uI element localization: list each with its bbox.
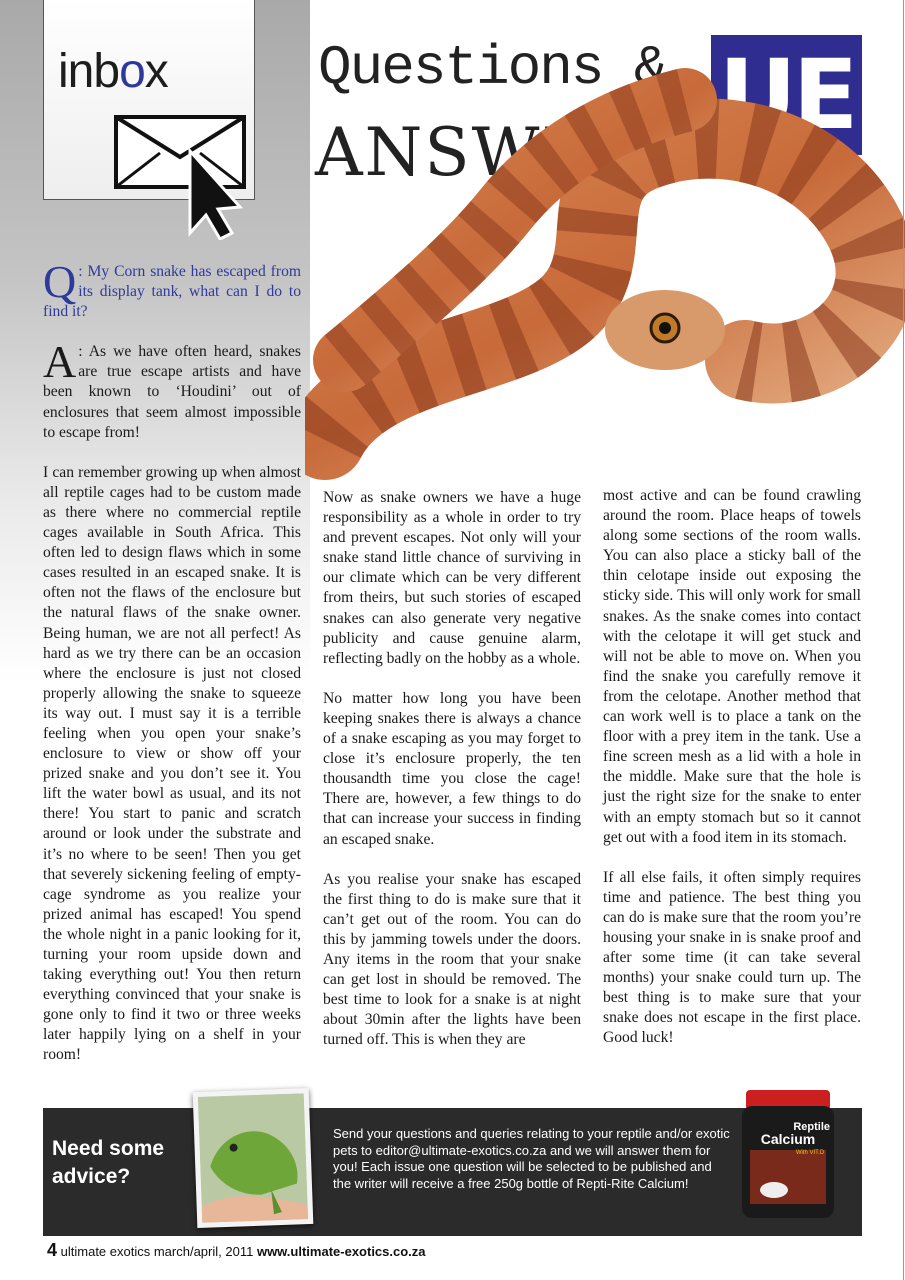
paragraph: I can remember growing up when almost all reptile cages had to be custom made as there where no commercial reptile cages available in South Africa. This often led to design flaws which in some cases resulted in an escaped snake. It is often not the flaws of the enclosure but the natural flaws of the snake owner. Being human, we are not all perfect! As hard as we try there can be an occasion where the enclosure is just not closed properly allowing the snake to squeeze its way out. I must say it is a terrible feeling when you open your snake’s enclosure to view or show off your prized snake and you don’t see it. You lift the water bowl as usual, and its not there! You start to panic and scratch around or look under the substrate and it’s no where to be seen! Then you get that severely sickening feeling of empty-cage syndrome as you realize your prized animal has escaped! You spend the whole night in a panic looking for it, turning your room upside down and taking everything out! You then return everything convinced that your snake is gone only to find it two or three weeks later happily lying on a shelf in your room! (43, 463, 301, 1064)
envelope-cursor-icon (114, 115, 246, 240)
paragraph: As you realise your snake has escaped the first thing to do is make sure that it can’t get out of the room. You can do this by jamming towels under the doors. Any items in the room that your snake can get lost in should be removed. The best time to look for a snake is at night about 30min after the lights have been turned off. This is when they are (323, 870, 581, 1049)
article-column-1 (43, 256, 301, 1086)
paragraph: Now as snake owners we have a huge responsibility as a whole in order to try and prevent escapes. Not only will your snake stand little chance of surviving in our climate which can be very different from theirs, but such stories of escaped snakes can also generate very negative publicity and cause genuine alarm, reflecting badly on the hobby as a whole. (323, 489, 581, 667)
site-url[interactable]: www.ultimate-exotics.co.za (256, 1244, 426, 1259)
paragraph: If all else fails, it often simply requires time and patience. The best thing you can do is make sure that the room you’re housing your snake in is snake proof and after some time (it can take several months) your snake could turn up. The best thing is to make sure that your snake does not escape in the first place. Good luck! (603, 868, 861, 1047)
paragraph: most active and can be found crawling around the room. Place heaps of towels along some sections of the room walls. You can also place a sticky ball of the thin celotape inside out exposing the sticky side. This will only work for small snakes. As the snake comes into contact with the celotape it will get stuck and will not be able to move on. When you find the snake you carefully remove it from the celotape. Another method that can work well is to place a tank on the floor with a prey item in the tank. Use a fine screen mesh as a lid with a hole in the middle. Make sure that the hole is just the right size for the snake to enter with an empty stomach but so it cannot get out with a food item in its stomach. (603, 487, 861, 846)
corn-snake-image (305, 60, 905, 490)
article-column-2 (323, 488, 581, 1070)
calcium-jar-image (740, 1090, 836, 1222)
page-edge-rule (903, 0, 904, 1280)
advice-bar (43, 1108, 862, 1236)
paragraph: No matter how long you have been keeping snakes there is always a chance of a snake escaping as you may forget to close it’s enclosure properly, the ten thousandth time you close the cage! There are, however, a few things to do that can increase your success in finding an escaped snake. (323, 689, 581, 848)
jar-label-1: Reptile (793, 1121, 830, 1133)
issue-info: ultimate exotics march/april, 2011 (60, 1244, 254, 1259)
jar-label-2: Calcium (760, 1131, 816, 1147)
jar-label-3: With VIT.D (795, 1150, 825, 1156)
ue-logo: UE (711, 35, 862, 155)
page-title-line1: Questions & (318, 36, 666, 100)
iguana-photo (193, 1088, 314, 1228)
section-label: inbox (58, 45, 168, 98)
advice-body: Send your questions and queries relating to your reptile and/or exotic pets to editor@ultimate-exotics.co.za and we will answer them for you! Each issue one question will be selected to be published and the writer will receive a free 250g bottle of Repti-Rite Calcium! (333, 1126, 730, 1191)
page-footer (47, 1240, 426, 1261)
advice-heading: Need some advice? (52, 1137, 165, 1188)
inbox-badge (43, 0, 255, 200)
page-number: 4 (47, 1240, 58, 1260)
answer-intro: A : As we have often heard, snakes are true escape artists and have been known to ‘Houdini’ out of enclosures that seem almost impossible to escape from! (43, 336, 301, 441)
article-column-3 (603, 486, 861, 1069)
page-title-line2: ANSWERS (315, 114, 691, 191)
question: Q : My Corn snake has escaped from its display tank, what can I do to find it? (43, 256, 301, 321)
